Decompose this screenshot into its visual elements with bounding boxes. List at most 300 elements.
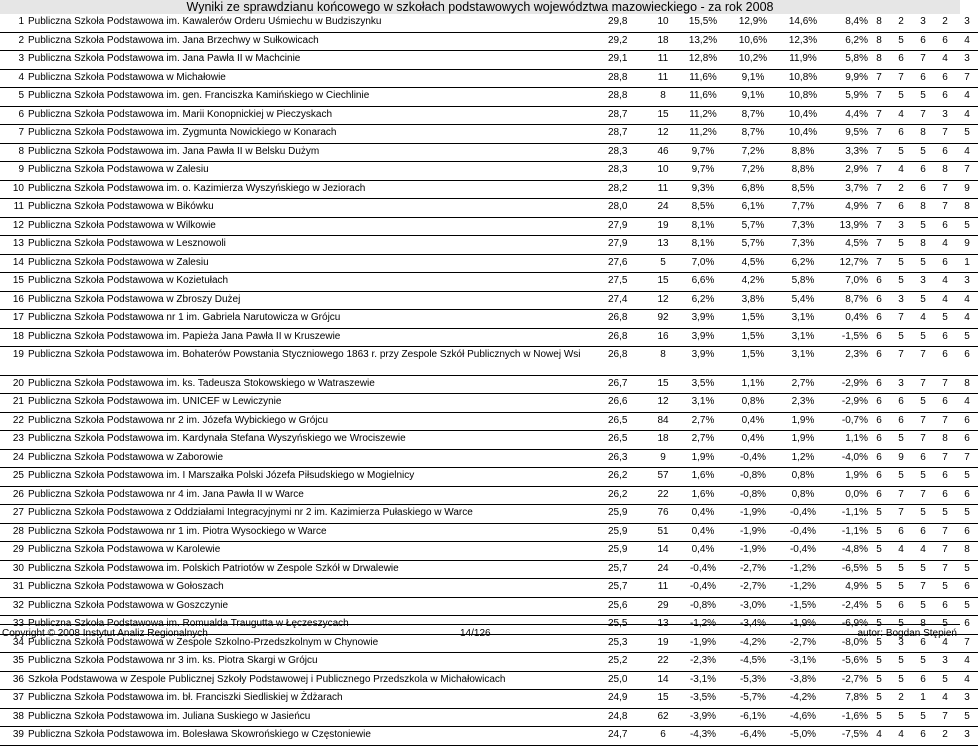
grade-cell: 5 (890, 431, 912, 450)
percent-2-cell: -2,7% (728, 560, 778, 579)
rank-cell: 31 (0, 579, 28, 598)
score-cell: 28,0 (608, 199, 648, 218)
percent-1-cell: 0,4% (678, 542, 728, 561)
student-count-cell: 18 (648, 431, 678, 450)
student-count-cell: 8 (648, 88, 678, 107)
percent-3-cell: -4,2% (778, 690, 828, 709)
school-name-cell: Publiczna Szkoła Podstawowa w Zalesiu (28, 254, 608, 273)
percent-3-cell: 14,6% (778, 14, 828, 32)
percent-4-cell: 9,9% (828, 69, 868, 88)
grade-cell: 6 (912, 727, 934, 746)
percent-3-cell: 0,8% (778, 468, 828, 487)
grade-cell: 7 (890, 310, 912, 329)
student-count-cell: 15 (648, 273, 678, 292)
grade-cell: 3 (934, 653, 956, 672)
percent-2-cell: 4,5% (728, 254, 778, 273)
percent-4-cell: -4,8% (828, 542, 868, 561)
score-cell: 29,1 (608, 51, 648, 70)
grade-cell: 8 (912, 236, 934, 255)
grade-cell: 6 (934, 217, 956, 236)
score-cell: 28,2 (608, 180, 648, 199)
grade-cell: 5 (934, 616, 956, 635)
school-name-cell: Szkoła Podstawowa w Zespole Publicznej Szkoły Podstawowej i Publicznego Przedszkola w Michałowicach (28, 671, 608, 690)
percent-1-cell: 1,9% (678, 449, 728, 468)
table-row (0, 273, 978, 292)
grade-cell: 8 (934, 162, 956, 181)
percent-3-cell: -3,8% (778, 671, 828, 690)
grade-cell: 7 (890, 69, 912, 88)
grade-cell: 5 (912, 254, 934, 273)
percent-4-cell: 6,2% (828, 32, 868, 51)
grade-cell: 5 (890, 273, 912, 292)
school-name-cell: Publiczna Szkoła Podstawowa w Zespole Szkolno-Przedszkolnym w Chynowie (28, 634, 608, 653)
rank-cell: 39 (0, 727, 28, 746)
percent-3-cell: 8,8% (778, 162, 828, 181)
grade-cell: 7 (934, 412, 956, 431)
grade-cell: 6 (912, 634, 934, 653)
percent-3-cell: 10,8% (778, 88, 828, 107)
grade-cell: 6 (912, 32, 934, 51)
grade-cell: 9 (890, 449, 912, 468)
grade-cell: 5 (868, 671, 890, 690)
school-name-cell: Publiczna Szkoła Podstawowa nr 4 im. Jana Pawła II w Warce (28, 486, 608, 505)
grade-cell: 6 (912, 523, 934, 542)
score-cell: 25,0 (608, 671, 648, 690)
grade-cell: 6 (868, 449, 890, 468)
grade-cell: 7 (934, 542, 956, 561)
percent-3-cell: 1,2% (778, 449, 828, 468)
grade-cell: 6 (890, 51, 912, 70)
grade-cell: 6 (956, 412, 978, 431)
rank-cell: 15 (0, 273, 28, 292)
percent-1-cell: 0,4% (678, 505, 728, 524)
table-row (0, 412, 978, 431)
percent-4-cell: 8,7% (828, 291, 868, 310)
school-name-cell: Publiczna Szkoła Podstawowa im. I Marszałka Polski Józefa Piłsudskiego w Mogielnicy (28, 468, 608, 487)
grade-cell: 5 (868, 542, 890, 561)
school-name-cell: Publiczna Szkoła Podstawowa nr 3 im. ks. Piotra Skargi w Grójcu (28, 653, 608, 672)
table-row (0, 727, 978, 746)
percent-4-cell: -6,9% (828, 616, 868, 635)
footer-copyright: Copyright © 2008 Instytut Analiz Regionalnych (2, 628, 208, 639)
grade-cell: 3 (912, 14, 934, 32)
grade-cell: 2 (890, 690, 912, 709)
grade-cell: 6 (934, 597, 956, 616)
grade-cell: 5 (956, 505, 978, 524)
grade-cell: 5 (912, 217, 934, 236)
school-name-cell: Publiczna Szkoła Podstawowa w Zaborowie (28, 449, 608, 468)
grade-cell: 6 (868, 431, 890, 450)
percent-1-cell: -2,3% (678, 653, 728, 672)
percent-1-cell: -0,4% (678, 579, 728, 598)
percent-2-cell: 8,7% (728, 125, 778, 144)
grade-cell: 5 (890, 143, 912, 162)
table-row (0, 542, 978, 561)
table-row (0, 32, 978, 51)
grade-cell: 5 (912, 505, 934, 524)
percent-1-cell: 9,7% (678, 143, 728, 162)
grade-cell: 4 (956, 291, 978, 310)
grade-cell: 7 (934, 125, 956, 144)
grade-cell: 5 (956, 468, 978, 487)
rank-cell: 16 (0, 291, 28, 310)
score-cell: 26,2 (608, 486, 648, 505)
student-count-cell: 8 (648, 347, 678, 376)
percent-4-cell: 1,1% (828, 431, 868, 450)
rank-cell: 27 (0, 505, 28, 524)
grade-cell: 6 (868, 412, 890, 431)
grade-cell: 7 (956, 69, 978, 88)
school-name-cell: Publiczna Szkoła Podstawowa im. bł. Franciszki Siedliskiej w Żdżarach (28, 690, 608, 709)
grade-cell: 5 (912, 468, 934, 487)
grade-cell: 5 (912, 653, 934, 672)
grade-cell: 4 (890, 727, 912, 746)
score-cell: 25,2 (608, 653, 648, 672)
school-name-cell: Publiczna Szkoła Podstawowa im. Marii Konopnickiej w Pieczyskach (28, 106, 608, 125)
score-cell: 27,4 (608, 291, 648, 310)
page-header (0, 0, 960, 14)
percent-3-cell: 2,3% (778, 394, 828, 413)
percent-2-cell: 7,2% (728, 162, 778, 181)
percent-3-cell: 7,3% (778, 217, 828, 236)
grade-cell: 7 (934, 180, 956, 199)
grade-cell: 8 (956, 375, 978, 394)
percent-2-cell: 12,9% (728, 14, 778, 32)
grade-cell: 7 (868, 106, 890, 125)
percent-4-cell: -1,1% (828, 523, 868, 542)
percent-1-cell: 15,5% (678, 14, 728, 32)
student-count-cell: 76 (648, 505, 678, 524)
school-name-cell: Publiczna Szkoła Podstawowa w Bikówku (28, 199, 608, 218)
score-cell: 25,6 (608, 597, 648, 616)
student-count-cell: 13 (648, 236, 678, 255)
grade-cell: 6 (912, 449, 934, 468)
percent-2-cell: -0,8% (728, 468, 778, 487)
rank-cell: 17 (0, 310, 28, 329)
table-row (0, 236, 978, 255)
school-name-cell: Publiczna Szkoła Podstawowa z Oddziałami Integracyjnymi nr 2 im. Kazimierza Pułaskiego w Warce (28, 505, 608, 524)
grade-cell: 6 (934, 486, 956, 505)
grade-cell: 7 (912, 375, 934, 394)
grade-cell: 6 (890, 523, 912, 542)
percent-2-cell: -5,7% (728, 690, 778, 709)
rank-cell: 14 (0, 254, 28, 273)
grade-cell: 3 (890, 291, 912, 310)
grade-cell: 7 (912, 347, 934, 376)
percent-2-cell: 5,7% (728, 236, 778, 255)
grade-cell: 7 (868, 217, 890, 236)
grade-cell: 9 (956, 180, 978, 199)
rank-cell: 6 (0, 106, 28, 125)
grade-cell: 6 (934, 254, 956, 273)
percent-2-cell: 0,4% (728, 431, 778, 450)
percent-2-cell: 6,8% (728, 180, 778, 199)
percent-1-cell: 13,2% (678, 32, 728, 51)
rank-cell: 8 (0, 143, 28, 162)
percent-2-cell: 10,6% (728, 32, 778, 51)
school-name-cell: Publiczna Szkoła Podstawowa w Goszczynie (28, 597, 608, 616)
table-row (0, 217, 978, 236)
percent-1-cell: 3,5% (678, 375, 728, 394)
percent-1-cell: -0,4% (678, 560, 728, 579)
table-row (0, 579, 978, 598)
percent-4-cell: -1,1% (828, 505, 868, 524)
percent-2-cell: 8,7% (728, 106, 778, 125)
percent-2-cell: -0,8% (728, 486, 778, 505)
percent-3-cell: 6,2% (778, 254, 828, 273)
table-row (0, 560, 978, 579)
percent-3-cell: 10,4% (778, 125, 828, 144)
rank-cell: 19 (0, 347, 28, 376)
table-row (0, 180, 978, 199)
percent-2-cell: 0,8% (728, 394, 778, 413)
percent-3-cell: 3,1% (778, 347, 828, 376)
student-count-cell: 15 (648, 690, 678, 709)
table-row (0, 162, 978, 181)
grade-cell: 7 (868, 180, 890, 199)
grade-cell: 4 (956, 106, 978, 125)
grade-cell: 4 (956, 32, 978, 51)
grade-cell: 9 (956, 236, 978, 255)
percent-3-cell: -2,7% (778, 634, 828, 653)
grade-cell: 5 (956, 708, 978, 727)
rank-cell: 3 (0, 51, 28, 70)
table-row (0, 88, 978, 107)
score-cell: 28,7 (608, 106, 648, 125)
table-row (0, 106, 978, 125)
grade-cell: 6 (934, 347, 956, 376)
rank-cell: 35 (0, 653, 28, 672)
grade-cell: 6 (868, 310, 890, 329)
percent-2-cell: 1,5% (728, 310, 778, 329)
grade-cell: 6 (868, 328, 890, 347)
student-count-cell: 11 (648, 69, 678, 88)
school-name-cell: Publiczna Szkoła Podstawowa nr 1 im. Gabriela Narutowicza w Grójcu (28, 310, 608, 329)
grade-cell: 6 (934, 32, 956, 51)
rank-cell: 21 (0, 394, 28, 413)
table-row (0, 653, 978, 672)
percent-4-cell: -0,7% (828, 412, 868, 431)
school-name-cell: Publiczna Szkoła Podstawowa im. gen. Franciszka Kamińskiego w Ciechlinie (28, 88, 608, 107)
percent-2-cell: 1,5% (728, 328, 778, 347)
grade-cell: 4 (956, 671, 978, 690)
percent-2-cell: -5,3% (728, 671, 778, 690)
grade-cell: 7 (868, 236, 890, 255)
student-count-cell: 24 (648, 560, 678, 579)
grade-cell: 7 (868, 69, 890, 88)
percent-1-cell: -1,2% (678, 616, 728, 635)
percent-3-cell: 2,7% (778, 375, 828, 394)
student-count-cell: 11 (648, 51, 678, 70)
grade-cell: 5 (868, 616, 890, 635)
grade-cell: 5 (890, 32, 912, 51)
score-cell: 28,7 (608, 125, 648, 144)
grade-cell: 5 (890, 88, 912, 107)
percent-4-cell: 1,9% (828, 468, 868, 487)
school-name-cell: Publiczna Szkoła Podstawowa im. Jana Brzechwy w Sułkowicach (28, 32, 608, 51)
student-count-cell: 19 (648, 217, 678, 236)
percent-4-cell: -1,5% (828, 328, 868, 347)
grade-cell: 7 (868, 254, 890, 273)
grade-cell: 4 (956, 143, 978, 162)
table-row (0, 505, 978, 524)
percent-2-cell: 3,8% (728, 291, 778, 310)
percent-3-cell: 3,1% (778, 328, 828, 347)
grade-cell: 5 (956, 328, 978, 347)
percent-3-cell: -0,4% (778, 505, 828, 524)
student-count-cell: 10 (648, 162, 678, 181)
percent-1-cell: 11,6% (678, 88, 728, 107)
grade-cell: 5 (868, 708, 890, 727)
grade-cell: 3 (890, 375, 912, 394)
percent-3-cell: 12,3% (778, 32, 828, 51)
percent-2-cell: -6,4% (728, 727, 778, 746)
percent-3-cell: -3,1% (778, 653, 828, 672)
student-count-cell: 19 (648, 634, 678, 653)
grade-cell: 7 (956, 162, 978, 181)
student-count-cell: 46 (648, 143, 678, 162)
percent-2-cell: 0,4% (728, 412, 778, 431)
score-cell: 27,6 (608, 254, 648, 273)
percent-1-cell: 11,2% (678, 125, 728, 144)
rank-cell: 5 (0, 88, 28, 107)
grade-cell: 5 (868, 505, 890, 524)
percent-4-cell: 3,3% (828, 143, 868, 162)
rank-cell: 12 (0, 217, 28, 236)
score-cell: 26,8 (608, 310, 648, 329)
percent-1-cell: 9,3% (678, 180, 728, 199)
percent-3-cell: -1,2% (778, 560, 828, 579)
student-count-cell: 12 (648, 394, 678, 413)
grade-cell: 6 (890, 412, 912, 431)
school-name-cell: Publiczna Szkoła Podstawowa im. UNICEF w Lewiczynie (28, 394, 608, 413)
rank-cell: 34 (0, 634, 28, 653)
grade-cell: 5 (868, 690, 890, 709)
percent-4-cell: -2,7% (828, 671, 868, 690)
percent-3-cell: 7,7% (778, 199, 828, 218)
grade-cell: 7 (956, 449, 978, 468)
grade-cell: 4 (890, 162, 912, 181)
grade-cell: 6 (868, 394, 890, 413)
percent-1-cell: 8,5% (678, 199, 728, 218)
percent-1-cell: 2,7% (678, 431, 728, 450)
school-name-cell: Publiczna Szkoła Podstawowa im. o. Kazimierza Wyszyńskiego w Jeziorach (28, 180, 608, 199)
percent-1-cell: 6,6% (678, 273, 728, 292)
percent-4-cell: 4,5% (828, 236, 868, 255)
percent-1-cell: 3,9% (678, 347, 728, 376)
score-cell: 25,5 (608, 616, 648, 635)
percent-4-cell: 7,8% (828, 690, 868, 709)
percent-4-cell: -7,5% (828, 727, 868, 746)
table-row (0, 449, 978, 468)
rank-cell: 33 (0, 616, 28, 635)
grade-cell: 7 (934, 375, 956, 394)
school-name-cell: Publiczna Szkoła Podstawowa w Karolewie (28, 542, 608, 561)
grade-cell: 5 (956, 217, 978, 236)
grade-cell: 5 (912, 560, 934, 579)
percent-3-cell: -0,4% (778, 542, 828, 561)
table-row (0, 671, 978, 690)
percent-4-cell: 7,0% (828, 273, 868, 292)
percent-2-cell: -6,1% (728, 708, 778, 727)
percent-1-cell: 1,6% (678, 468, 728, 487)
percent-1-cell: 9,7% (678, 162, 728, 181)
percent-1-cell: 1,6% (678, 486, 728, 505)
grade-cell: 6 (868, 375, 890, 394)
student-count-cell: 29 (648, 597, 678, 616)
percent-3-cell: 8,5% (778, 180, 828, 199)
percent-4-cell: 3,7% (828, 180, 868, 199)
school-name-cell: Publiczna Szkoła Podstawowa im. Bolesława Skowrońskiego w Częstoniewie (28, 727, 608, 746)
percent-4-cell: -2,9% (828, 394, 868, 413)
rank-cell: 11 (0, 199, 28, 218)
score-cell: 26,6 (608, 394, 648, 413)
grade-cell: 3 (956, 690, 978, 709)
percent-4-cell: 2,3% (828, 347, 868, 376)
percent-4-cell: 12,7% (828, 254, 868, 273)
rank-cell: 4 (0, 69, 28, 88)
grade-cell: 5 (890, 579, 912, 598)
score-cell: 29,2 (608, 32, 648, 51)
grade-cell: 5 (912, 597, 934, 616)
grade-cell: 1 (956, 254, 978, 273)
school-name-cell: Publiczna Szkoła Podstawowa w Lesznowoli (28, 236, 608, 255)
percent-1-cell: -3,1% (678, 671, 728, 690)
grade-cell: 5 (912, 143, 934, 162)
percent-3-cell: 11,9% (778, 51, 828, 70)
percent-3-cell: 10,4% (778, 106, 828, 125)
grade-cell: 3 (890, 217, 912, 236)
header-title: Wyniki ze sprawdzianu końcowego w szkołach podstawowych województwa mazowieckiego - za rok 2008 (186, 0, 774, 14)
school-name-cell: Publiczna Szkoła Podstawowa im. Kardynała Stefana Wyszyńskiego we Wrociszewie (28, 431, 608, 450)
score-cell: 25,7 (608, 579, 648, 598)
rank-cell: 25 (0, 468, 28, 487)
grade-cell: 7 (912, 412, 934, 431)
grade-cell: 6 (956, 523, 978, 542)
grade-cell: 7 (934, 449, 956, 468)
percent-3-cell: -1,2% (778, 579, 828, 598)
percent-4-cell: 9,5% (828, 125, 868, 144)
percent-3-cell: 8,8% (778, 143, 828, 162)
grade-cell: 7 (934, 199, 956, 218)
percent-4-cell: -5,6% (828, 653, 868, 672)
school-name-cell: Publiczna Szkoła Podstawowa nr 2 im. Józefa Wybickiego w Grójcu (28, 412, 608, 431)
grade-cell: 7 (912, 106, 934, 125)
percent-2-cell: -1,9% (728, 505, 778, 524)
student-count-cell: 5 (648, 254, 678, 273)
grade-cell: 2 (934, 14, 956, 32)
grade-cell: 5 (956, 125, 978, 144)
grade-cell: 4 (956, 310, 978, 329)
percent-2-cell: -4,2% (728, 634, 778, 653)
grade-cell: 5 (868, 523, 890, 542)
school-name-cell: Publiczna Szkoła Podstawowa im. Romualda Traugutta w Łęczeszycach (28, 616, 608, 635)
percent-4-cell: 13,9% (828, 217, 868, 236)
percent-3-cell: 5,8% (778, 273, 828, 292)
score-cell: 25,9 (608, 523, 648, 542)
grade-cell: 7 (912, 51, 934, 70)
student-count-cell: 92 (648, 310, 678, 329)
table-row (0, 523, 978, 542)
grade-cell: 4 (934, 273, 956, 292)
grade-cell: 6 (890, 597, 912, 616)
percent-4-cell: 0,4% (828, 310, 868, 329)
school-name-cell: Publiczna Szkoła Podstawowa w Zalesiu (28, 162, 608, 181)
grade-cell: 5 (934, 505, 956, 524)
percent-4-cell: 4,9% (828, 199, 868, 218)
grade-cell: 7 (934, 523, 956, 542)
grade-cell: 4 (890, 106, 912, 125)
